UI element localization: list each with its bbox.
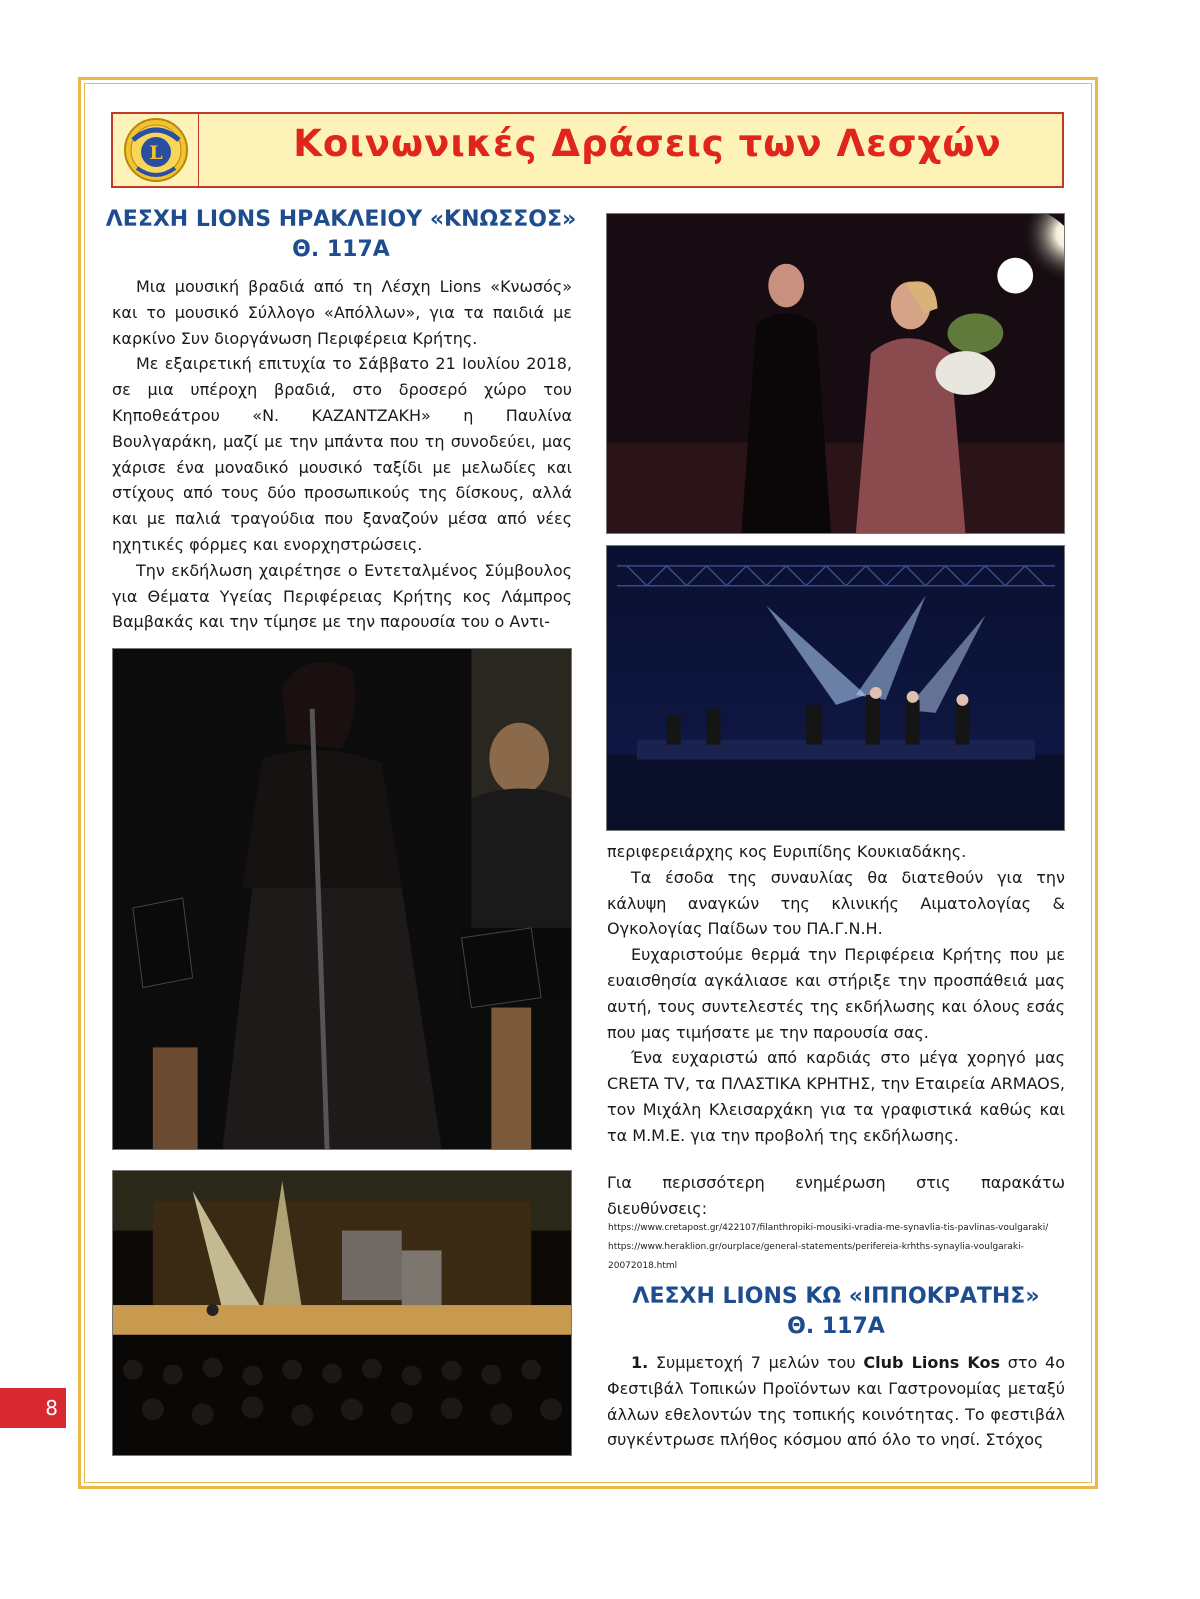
club1-para1: Μια μουσική βραδιά από τη Λέσχη Lions «Κνωσός» και το μουσικό Σύλλογο «Απόλλων», για τα παιδιά με καρκίνο Συν διοργάνωση Περιφέρεια Κρήτης. [112,277,572,348]
club1-para6: Ένα ευχαριστώ από καρδιάς στο μέγα χορηγό μας CRETA TV, τα ΠΛΑΣΤΙΚΑ ΚΡΗΤΗΣ, την Εταιρεία ARMAOS, τον Μιχάλη Κλεισαρχάκη για τα γραφιστικά καθώς και τα Μ.Μ.Ε. για την προβολή της εκδήλωσης. [607,1048,1065,1145]
reference-link-2[interactable]: https://www.heraklion.gr/ourplace/general-statements/perifereia-krhths-synaylia-voulgaraki-20072018.html [608,1242,1024,1271]
club2-text-before: Συμμετοχή 7 μελών του [648,1353,864,1372]
club2-heading-line1: ΛΕΣΧΗ LIONS ΚΩ «ΙΠΠΟΚΡΑΤΗΣ» [632,1284,1040,1309]
club2-para1 [607,1350,1065,1453]
banner-title: Κοινωνικές Δράσεις των Λεσχών [293,122,1002,165]
more-info-text: Για περισσότερη ενημέρωση στις παρακάτω διευθύνσεις: [607,1173,1065,1218]
club1-text-right [607,839,1065,1149]
photo-presentation-stage [606,213,1065,534]
club1-heading-line2: Θ. 117Α [292,237,390,262]
club1-heading [100,205,582,265]
club2-bold-name: Club Lions Kos [863,1353,1001,1372]
reference-links [608,1219,1078,1276]
photo-theatre-audience [112,1170,572,1456]
reference-link-1[interactable]: https://www.cretapost.gr/422107/filanthropiki-mousiki-vradia-me-synavlia-tis-pavlinas-voulgaraki/ [608,1223,1049,1233]
club2-heading-line2: Θ. 117Α [787,1314,885,1339]
club1-para4: Τα έσοδα της συναυλίας θα διατεθούν για την κάλυψη αναγκών της κλινικής Αιματολογίας & Ογκολογίας Παίδων του ΠΑ.Γ.Ν.Η. [607,867,1065,939]
lions-logo [113,114,199,186]
svg-text:L: L [149,142,163,164]
photo-singer [112,648,572,1150]
club1-para3: Την εκδήλωση χαιρέτησε ο Εντεταλμένος Σύμβουλος για Θέματα Υγείας Περιφέρειας Κρήτης κος Λάμπρος Βαμβακάς και την τίμησε με την παρουσία του ο Αντι- [112,560,572,632]
club2-text [607,1350,1065,1453]
club2-text-after: στο 4ο Φεστιβάλ Τοπικών Προϊόντων και Γαστρονομίας μεταξύ άλλων εθελοντών της τοπικής κοινότητας. Το φεστιβάλ συγκέντρωσε πλήθος κόσμου από όλο το νησί. Στόχος [607,1353,1066,1450]
club1-para2: Με εξαιρετική επιτυχία το Σάββατο 21 Ιουλίου 2018, σε μια υπέροχη βραδιά, στο δροσερό χώρο του Κηποθεάτρου «Ν. ΚΑΖΑΝΤΖΑΚΗ» η Παυλίνα Βουλγαράκη, μαζί με την μπάντα που τη συνοδεύει, μας χάρισε ένα μοναδικό μουσικό ταξίδι με μελωδίες και στίχους από τους δύο προσωπικούς της δίσκους, αλλά και με παλιά τραγούδια που ξαναζούν μέσα από νέες ηχητικές φόρμες και ενορχηστρώσεις. [112,354,572,554]
club1-heading-line1: ΛΕΣΧΗ LIONS ΗΡΑΚΛΕΙΟΥ «ΚΝΩΣΣΟΣ» [105,207,577,232]
club2-item-number: 1. [631,1353,649,1372]
club1-para5: Ευχαριστούμε θερμά την Περιφέρεια Κρήτης που με ευαισθησία αγκάλιασε και στήριξε την προσπάθειά μας αυτή, τους συντελεστές της εκδήλωσης και όλους εσάς που μας τιμήσατε με την παρουσία σας. [607,945,1065,1042]
page-number: 8 [0,1388,66,1428]
club1-para3-continued: περιφερειάρχης κος Ευριπίδης Κουκιαδάκης. [607,842,967,861]
section-banner [111,112,1064,188]
club1-text-left [112,274,572,635]
club2-heading [598,1282,1074,1342]
photo-concert-band [606,545,1065,831]
club1-more-info [607,1170,1065,1222]
